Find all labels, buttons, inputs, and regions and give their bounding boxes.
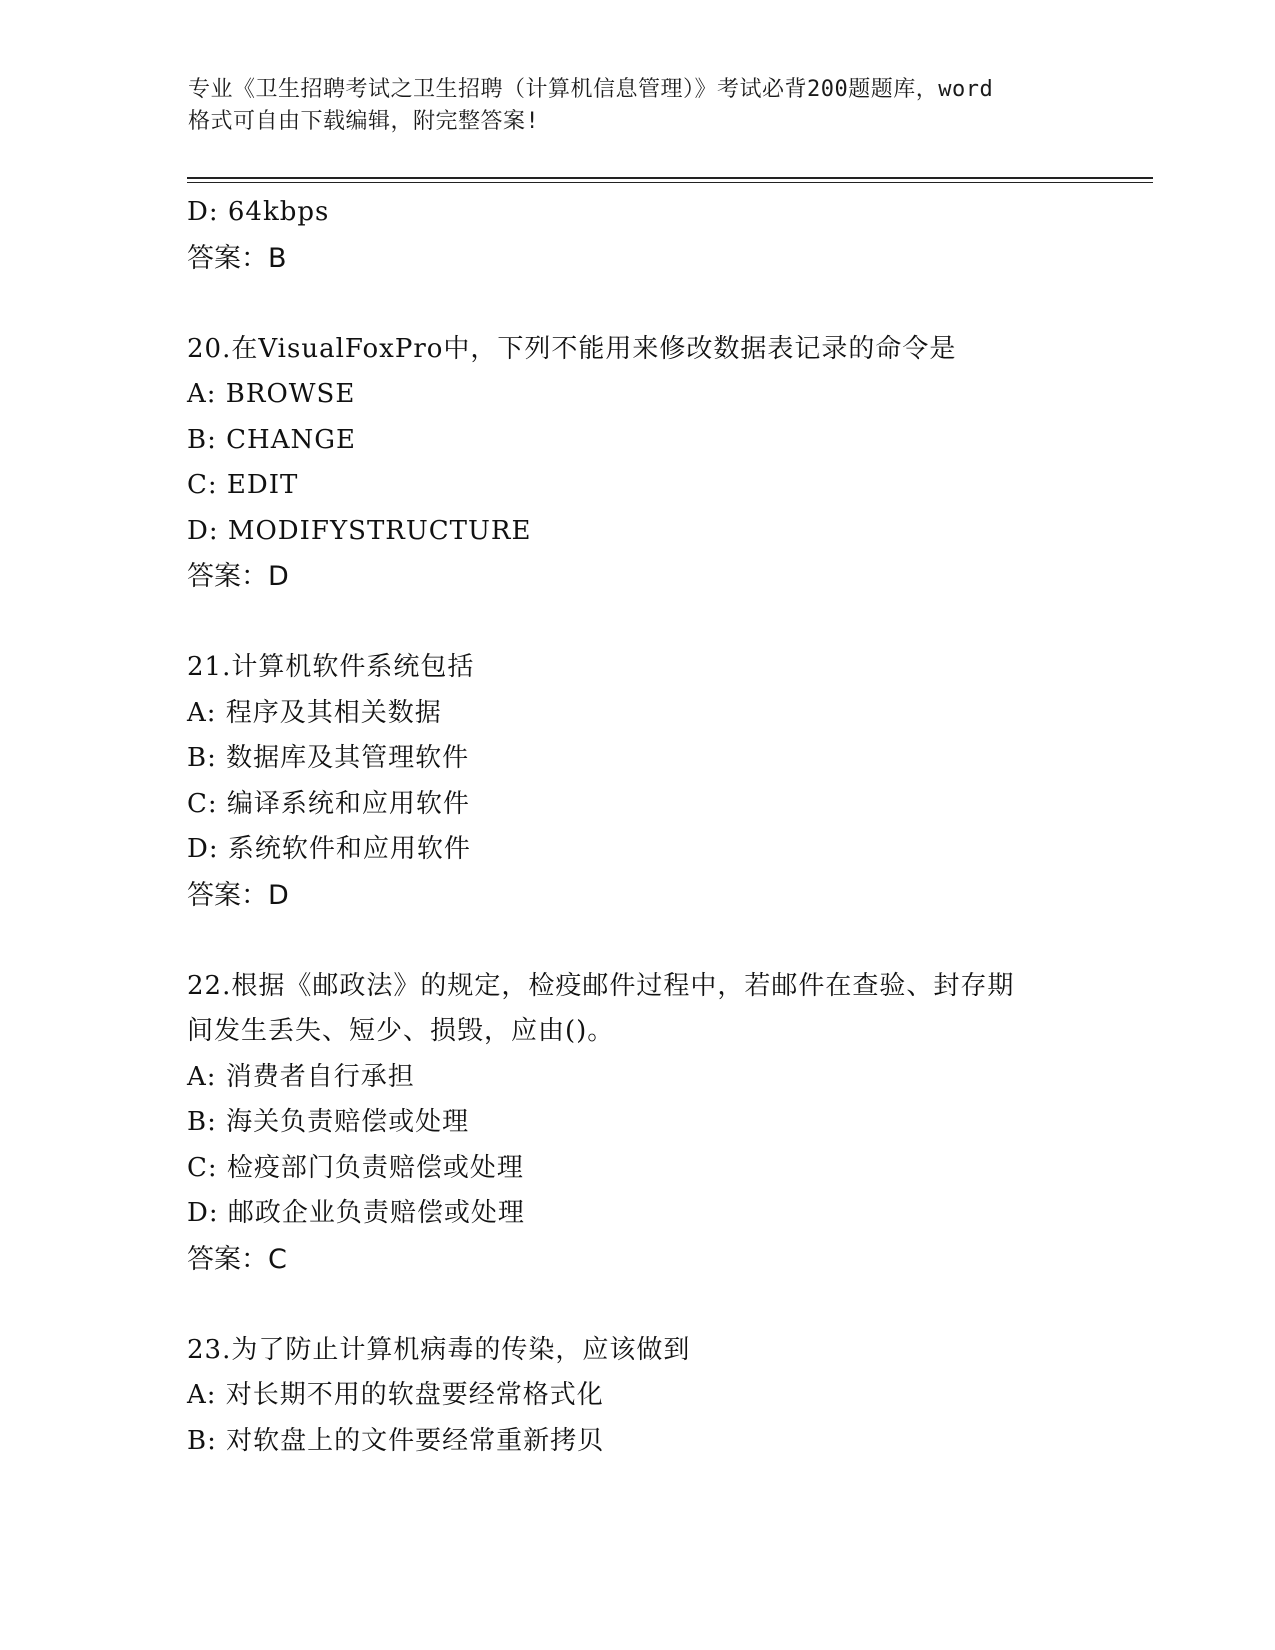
option-b: B: 海关负责赔偿或处理 xyxy=(187,1107,470,1137)
question-stem: 23.为了防止计算机病毒的传染，应该做到 xyxy=(187,1334,691,1365)
answer: 答案：C xyxy=(187,1243,287,1275)
question-stem: 21.计算机软件系统包括 xyxy=(187,652,475,682)
answer: 答案：B xyxy=(187,242,287,274)
option-b: B: 数据库及其管理软件 xyxy=(187,743,470,773)
question-list xyxy=(187,190,1147,1464)
document-header xyxy=(188,74,1088,138)
option-c: C: 编译系统和应用软件 xyxy=(187,788,470,819)
option-a: A: 对长期不用的软盘要经常格式化 xyxy=(187,1380,604,1410)
option-a: A: BROWSE xyxy=(187,379,356,409)
question-stem: 22.根据《邮政法》的规定，检疫邮件过程中，若邮件在查验、封存期 xyxy=(187,970,1015,1001)
option-c: C: EDIT xyxy=(187,470,299,500)
header-line-1: 专业《卫生招聘考试之卫生招聘（计算机信息管理）》考试必背200题题库，word xyxy=(188,77,994,102)
option-a: A: 程序及其相关数据 xyxy=(187,697,442,728)
option-d: D: 64kbps xyxy=(187,197,330,227)
header-divider-thin xyxy=(187,182,1153,183)
question-22 xyxy=(187,964,1147,1283)
answer: 答案：D xyxy=(187,879,289,911)
header-divider xyxy=(187,177,1153,179)
option-c: C: 检疫部门负责赔偿或处理 xyxy=(187,1152,524,1183)
answer: 答案：D xyxy=(187,561,289,592)
question-21 xyxy=(187,645,1147,918)
question-stem: 20.在VisualFoxPro中，下列不能用来修改数据表记录的命令是 xyxy=(187,333,957,364)
header-line-2: 格式可自由下载编辑，附完整答案! xyxy=(188,109,540,134)
option-a: A: 消费者自行承担 xyxy=(187,1061,415,1092)
option-b: B: 对软盘上的文件要经常重新拷贝 xyxy=(187,1425,605,1456)
option-b: B: CHANGE xyxy=(187,424,356,455)
option-d: D: MODIFYSTRUCTURE xyxy=(187,515,532,546)
option-d: D: 邮政企业负责赔偿或处理 xyxy=(187,1198,525,1228)
question-20 xyxy=(187,327,1147,600)
question-stem-cont: 间发生丢失、短少、损毁，应由()。 xyxy=(187,1016,615,1046)
question-23 xyxy=(187,1328,1147,1465)
option-d: D: 系统软件和应用软件 xyxy=(187,834,471,864)
